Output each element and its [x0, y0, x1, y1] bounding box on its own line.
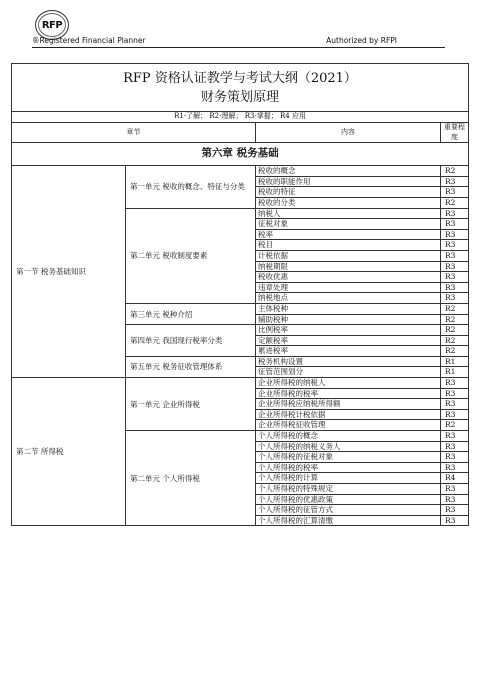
- table-row: [12, 166, 469, 177]
- level-cell: R3: [441, 484, 469, 495]
- content-cell: 企业所得税的税率: [256, 388, 441, 399]
- level-cell: R3: [441, 187, 469, 198]
- section-name: 第一节 税务基础知识: [12, 166, 126, 378]
- unit-name: 第四单元 我国现行税率分类: [126, 325, 256, 357]
- content-cell: 征管范围划分: [256, 367, 441, 378]
- level-cell: R2: [441, 325, 469, 336]
- content-cell: 辅助税种: [256, 314, 441, 325]
- header-left-text: ®Registered Financial Planner: [32, 36, 146, 45]
- level-cell: R3: [441, 515, 469, 526]
- level-cell: R3: [441, 272, 469, 283]
- level-cell: R2: [441, 335, 469, 346]
- content-cell: 个人所得税的优惠政策: [256, 494, 441, 505]
- level-cell: R4: [441, 473, 469, 484]
- content-cell: 税务机构设置: [256, 356, 441, 367]
- level-cell: R2: [441, 303, 469, 314]
- content-cell: 企业所得税计税依据: [256, 409, 441, 420]
- level-cell: R3: [441, 388, 469, 399]
- table-row: [12, 378, 469, 389]
- level-cell: R2: [441, 420, 469, 431]
- content-cell: 企业所得税征收管理: [256, 420, 441, 431]
- level-cell: R3: [441, 250, 469, 261]
- content-cell: 税收的特征: [256, 187, 441, 198]
- content-cell: 个人所得税的纳税义务人: [256, 441, 441, 452]
- level-cell: R3: [441, 441, 469, 452]
- content-cell: 个人所得税的概念: [256, 431, 441, 442]
- level-cell: R3: [441, 431, 469, 442]
- level-cell: R3: [441, 240, 469, 251]
- content-cell: 违章处理: [256, 282, 441, 293]
- content-cell: 税收的分类: [256, 197, 441, 208]
- doc-title: RFP 资格认证教学与考试大纲（2021）: [123, 70, 357, 86]
- column-header-row: [12, 123, 469, 143]
- unit-name: 第一单元 企业所得税: [126, 378, 256, 431]
- level-cell: R3: [441, 282, 469, 293]
- level-cell: R3: [441, 452, 469, 463]
- level-cell: R2: [441, 197, 469, 208]
- content-cell: 累进税率: [256, 346, 441, 357]
- content-cell: 定额税率: [256, 335, 441, 346]
- chapter-title: 第六章 税务基础: [12, 143, 469, 166]
- logo-text: RFP: [41, 19, 63, 31]
- content-cell: 企业所得税应纳税所得额: [256, 399, 441, 410]
- chapter-row: [12, 143, 469, 166]
- level-cell: R2: [441, 346, 469, 357]
- title-row: [12, 64, 469, 112]
- level-cell: R3: [441, 378, 469, 389]
- unit-name: 第三单元 税种介绍: [126, 303, 256, 324]
- syllabus-table: [11, 63, 469, 526]
- level-cell: R3: [441, 399, 469, 410]
- content-cell: 纳税人: [256, 208, 441, 219]
- unit-name: 第一单元 税收的概念、特征与分类: [126, 166, 256, 208]
- content-cell: 个人所得税的汇算清缴: [256, 515, 441, 526]
- level-cell: R2: [441, 314, 469, 325]
- level-cell: R3: [441, 494, 469, 505]
- level-cell: R3: [441, 219, 469, 230]
- legend-text: R1-了解； R2-理解； R3-掌握； R4 应用: [12, 112, 469, 123]
- content-cell: 计税依据: [256, 250, 441, 261]
- content-cell: 企业所得税的纳税人: [256, 378, 441, 389]
- level-cell: R3: [441, 261, 469, 272]
- content-cell: 个人所得税的计算: [256, 473, 441, 484]
- level-cell: R3: [441, 462, 469, 473]
- content-cell: 税收优惠: [256, 272, 441, 283]
- col-header-content: 内容: [256, 123, 441, 143]
- content-cell: 比例税率: [256, 325, 441, 336]
- section-name: 第二节 所得税: [12, 378, 126, 526]
- content-cell: 税率: [256, 229, 441, 240]
- content-cell: 纳税期限: [256, 261, 441, 272]
- content-cell: 税目: [256, 240, 441, 251]
- col-header-chapter: 章节: [12, 123, 256, 143]
- level-cell: R1: [441, 367, 469, 378]
- doc-subtitle: 财务策划原理: [201, 89, 280, 105]
- legend-row: [12, 112, 469, 123]
- level-cell: R1: [441, 356, 469, 367]
- unit-name: 第二单元 个人所得税: [126, 431, 256, 526]
- level-cell: R2: [441, 166, 469, 177]
- level-cell: R3: [441, 176, 469, 187]
- header-right-text: Authorized by RFPI: [326, 36, 397, 45]
- title-cell: [12, 64, 469, 112]
- header-rule: [32, 47, 445, 48]
- content-cell: 主体税种: [256, 303, 441, 314]
- content-cell: 税收的职能作用: [256, 176, 441, 187]
- col-header-level: 重要程度: [441, 123, 469, 143]
- level-cell: R3: [441, 409, 469, 420]
- unit-name: 第五单元 税务征收管理体系: [126, 356, 256, 377]
- level-cell: R3: [441, 208, 469, 219]
- content-cell: 个人所得税的征管方式: [256, 505, 441, 516]
- content-cell: 税收的概念: [256, 166, 441, 177]
- level-cell: R3: [441, 229, 469, 240]
- content-cell: 个人所得税的特殊规定: [256, 484, 441, 495]
- content-cell: 征税对象: [256, 219, 441, 230]
- page-header: [0, 0, 477, 50]
- content-cell: 个人所得税的税率: [256, 462, 441, 473]
- content-cell: 个人所得税的征税对象: [256, 452, 441, 463]
- level-cell: R3: [441, 293, 469, 304]
- content-cell: 纳税地点: [256, 293, 441, 304]
- unit-name: 第二单元 税收制度要素: [126, 208, 256, 303]
- level-cell: R3: [441, 505, 469, 516]
